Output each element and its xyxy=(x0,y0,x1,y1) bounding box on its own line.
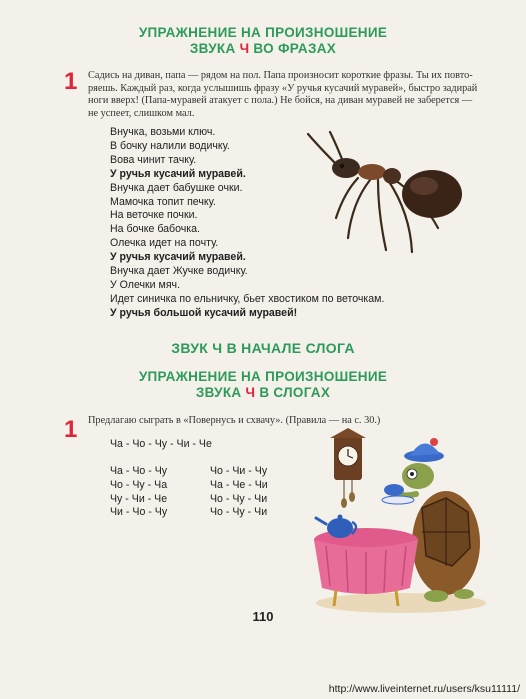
phrase-line: На веточке почки. xyxy=(110,209,198,222)
phrase-line: У Олечки мяч. xyxy=(110,278,181,291)
syllable-row: Чо - Чи - Чу xyxy=(210,465,268,477)
syllable-column-left xyxy=(110,465,167,520)
exercise-intro-2: Предлагаю сыграть в «Повернусь и схвачу». (Правила — на с. 30.) xyxy=(88,415,381,426)
phrase-line-bold: У ручья большой кусачий муравей! xyxy=(110,306,298,319)
intro-line: не успеет, слишком мал. xyxy=(88,107,195,119)
phrase-line: Внучка, возьми ключ. xyxy=(110,126,216,138)
exercise-title-2-line2: ЗВУКА Ч В СЛОГАХ xyxy=(195,385,331,400)
syllable-row: Чо - Чу - Чи xyxy=(210,506,268,519)
page-number: 110 xyxy=(252,609,274,624)
exercise-number-2: 1 xyxy=(64,416,78,443)
intro-line: ноги вверх! (Папа-муравей атакует с пола.) Не бойся, на диван муравей не заберется — xyxy=(88,95,473,107)
phrase-line-bold: У ручья кусачий муравей. xyxy=(110,167,246,180)
exercise-title-1-line1: УПРАЖНЕНИЕ НА ПРОИЗНОШЕНИЕ xyxy=(138,25,388,40)
phrase-line: Мамочка топит печку. xyxy=(110,195,216,208)
phrase-line: Олечка идет на почту. xyxy=(110,237,219,250)
phrase-line: В бочку налили водичку. xyxy=(110,139,230,152)
exercise-title-2-line1: УПРАЖНЕНИЕ НА ПРОИЗНОШЕНИЕ xyxy=(138,369,388,384)
syllable-row-top: Ча - Чо - Чу - Чи - Че xyxy=(110,438,212,450)
phrase-line: Внучка дает Жучке водичку. xyxy=(110,265,248,278)
syllable-row: Ча - Чо - Чу xyxy=(110,465,168,477)
exercise-intro-1 xyxy=(88,70,493,120)
syllable-row: Чу - Чи - Че xyxy=(110,492,168,505)
exercise-title-2 xyxy=(0,369,526,401)
syllable-column-right xyxy=(210,465,268,520)
accent-letter: Ч xyxy=(239,41,250,56)
intro-line: ряешь. Каждый раз, когда услышишь фразу «У ручья кусачий муравей», быстро задирай xyxy=(88,82,478,94)
syllable-row: Ча - Че - Чи xyxy=(210,478,268,491)
phrase-line-bold: У ручья кусачий муравей. xyxy=(110,251,246,264)
exercise-number-1: 1 xyxy=(64,68,78,95)
section-title: ЗВУК Ч В НАЧАЛЕ СЛОГА xyxy=(171,340,355,356)
syllable-row: Чи - Чо - Чу xyxy=(110,506,168,519)
intro-line: Садись на диван, папа — рядом на пол. Папа произносит короткие фразы. Ты их повто- xyxy=(88,70,473,81)
syllable-row: Чо - Чу - Ча xyxy=(110,478,168,491)
turtle-tea-illustration xyxy=(306,428,486,618)
phrase-line: Вова чинит тачку. xyxy=(110,153,197,166)
ant-illustration xyxy=(300,128,470,263)
phrase-line: На бочке бабочка. xyxy=(110,223,200,236)
watermark-url: http://www.liveinternet.ru/users/ksu11111/ xyxy=(328,683,520,695)
exercise-title-1-line2: ЗВУКА Ч ВО ФРАЗАХ xyxy=(189,41,337,56)
phrase-line: Идет синичка по ельничку, бьет хвостиком по веточкам. xyxy=(110,292,385,305)
syllable-row: Чо - Чу - Чи xyxy=(210,492,268,505)
exercise-title-1 xyxy=(0,25,526,57)
accent-letter: Ч xyxy=(245,385,256,400)
phrase-line: Внучка дает бабушке очки. xyxy=(110,181,243,194)
